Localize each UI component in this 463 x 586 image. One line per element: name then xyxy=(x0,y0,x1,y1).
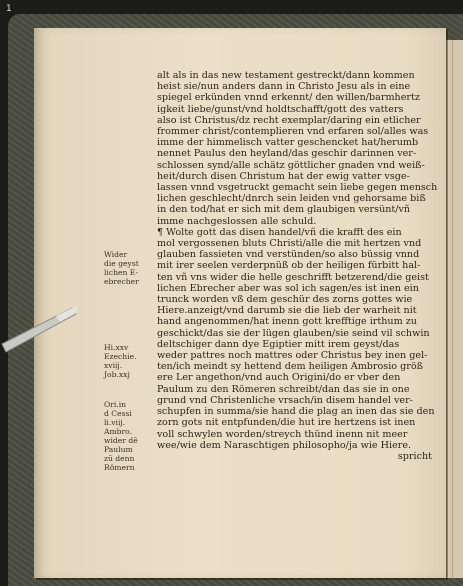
text-line: alt als in das new testament gestreckt/dann kommen xyxy=(157,70,415,81)
text-line: frommer christ/contemplieren vnd erfaren sol/alles was xyxy=(157,126,429,138)
text-line: imme nachgeslossen alle schuld. xyxy=(157,215,317,227)
gloss-line: Hi.xxv xyxy=(104,343,129,352)
text-line: geschickt/das sie der lügen glauben/sie seind vil schwin xyxy=(157,327,430,339)
gloss-line: wider dē xyxy=(104,436,138,445)
text-line: Hiere.anzeigt/vnd darumb sie die lieb der warheit nit xyxy=(157,305,417,317)
margin-gloss-1 xyxy=(104,250,158,286)
text-line: hand angenommen/hat inenn gott krefftige irthum zu xyxy=(157,316,417,328)
text-line: zorn gots nit entpfunden/die hut ire hertzens ist inen xyxy=(157,417,416,429)
gloss-line: ebrecher xyxy=(104,277,139,286)
gloss-line: zū denn xyxy=(104,454,135,463)
text-line: spiegel erkünden vnnd erkennt/ den willen/barmhertz xyxy=(157,92,420,104)
catchword: spricht xyxy=(397,450,432,462)
text-line: mol vergossenen bluts Christi/alle die mit hertzen vnd xyxy=(157,238,422,250)
margin-gloss-3 xyxy=(104,400,158,472)
next-page-edge xyxy=(446,40,463,578)
gloss-line: Paulum xyxy=(104,445,133,454)
text-line: mit irer seelen verderpnüß ob der heiligen fürbitt hal- xyxy=(157,260,421,272)
gloss-line: Ezechie. xyxy=(104,352,137,361)
gloss-line: Römern xyxy=(104,463,135,472)
text-line: wee/wie dem Naraschtigen philosopho/ja wie Hiere. xyxy=(157,439,412,451)
text-line: ere Ler angethon/vnd auch Origini/do er vber den xyxy=(157,372,401,384)
text-line: grund vnd Christenliche vrsach/in disem handel ver- xyxy=(157,394,413,406)
page-pointer-tool xyxy=(0,300,80,356)
text-line: lichen Ebrecher aber was sol ich sagen/es ist inen ein xyxy=(157,282,419,294)
gloss-line: Ambro. xyxy=(104,427,133,436)
text-line: ten/ich meindt sy hettend dem heiligen Ambrosio größ xyxy=(157,361,424,373)
text-line: lassen vnnd vsgetruckt gemacht sein liebe gegen mensch xyxy=(157,182,438,194)
gloss-line: die geyst xyxy=(104,259,139,268)
gloss-line: lichen E- xyxy=(104,268,139,277)
text-line: heit/durch disen Christum hat der ewig vatter vsge- xyxy=(157,170,410,182)
text-line: deltschiger dann dye Egiptier mitt irem geyst/das xyxy=(157,338,400,350)
text-line: voll schwylen worden/streych thünd inenn nit meer xyxy=(157,428,408,440)
gloss-line: d Cessi xyxy=(104,409,132,418)
gloss-line: li.viij. xyxy=(104,418,126,427)
text-line: trunck worden vß dem geschür des zorns gottes wie xyxy=(157,294,413,306)
text-line: in den tod/hat er sich mit dem glaubigen versünt/vñ xyxy=(157,204,411,216)
text-line: weder pattres noch mattres oder Christus bey inen gel- xyxy=(157,350,428,362)
gloss-line: xviij. xyxy=(104,361,123,370)
text-line: schupfen in summa/sie hand die plag an inen das sie den xyxy=(157,406,435,418)
text-line: imme der himmelisch vatter geschencket hat/herumb xyxy=(157,137,419,149)
page-corner-label: 1 xyxy=(6,4,12,14)
text-line: schlossen synd/alle schätz göttlicher gnaden vnd weiß- xyxy=(157,159,425,171)
text-line: glauben fassieten vnd verstünden/so also büssig vnnd xyxy=(157,249,420,261)
text-line: nennet Paulus den heyland/das geschir darinnen ver- xyxy=(157,148,417,160)
text-line: ten vñ vns wider die helle geschrifft betzerend/die geist xyxy=(157,271,429,283)
text-line: lichen geschlecht/dnrch sein leiden vnd gehorsame biß xyxy=(157,193,426,205)
text-line: also ist Christus/dz recht exemplar/daring ein etlicher xyxy=(157,114,421,126)
text-line: Paulum zu den Römeren schreibt/dan das sie in one xyxy=(157,383,410,395)
margin-gloss-2 xyxy=(104,343,158,379)
gloss-line: Job.xxj xyxy=(104,370,130,379)
main-text-block xyxy=(157,70,438,462)
text-line: igkeit liebe/gunst/vnd holdtschafft/gott des vatters xyxy=(157,103,404,115)
text-line: heist sie/nun anders dann in Christo Jesu als in eine xyxy=(157,81,411,93)
gloss-line: Ori.in xyxy=(104,400,127,409)
text-line: ¶ Wolte gott das disen handel/vñ die krafft des ein xyxy=(157,226,402,238)
gloss-line: Wider xyxy=(104,250,128,259)
